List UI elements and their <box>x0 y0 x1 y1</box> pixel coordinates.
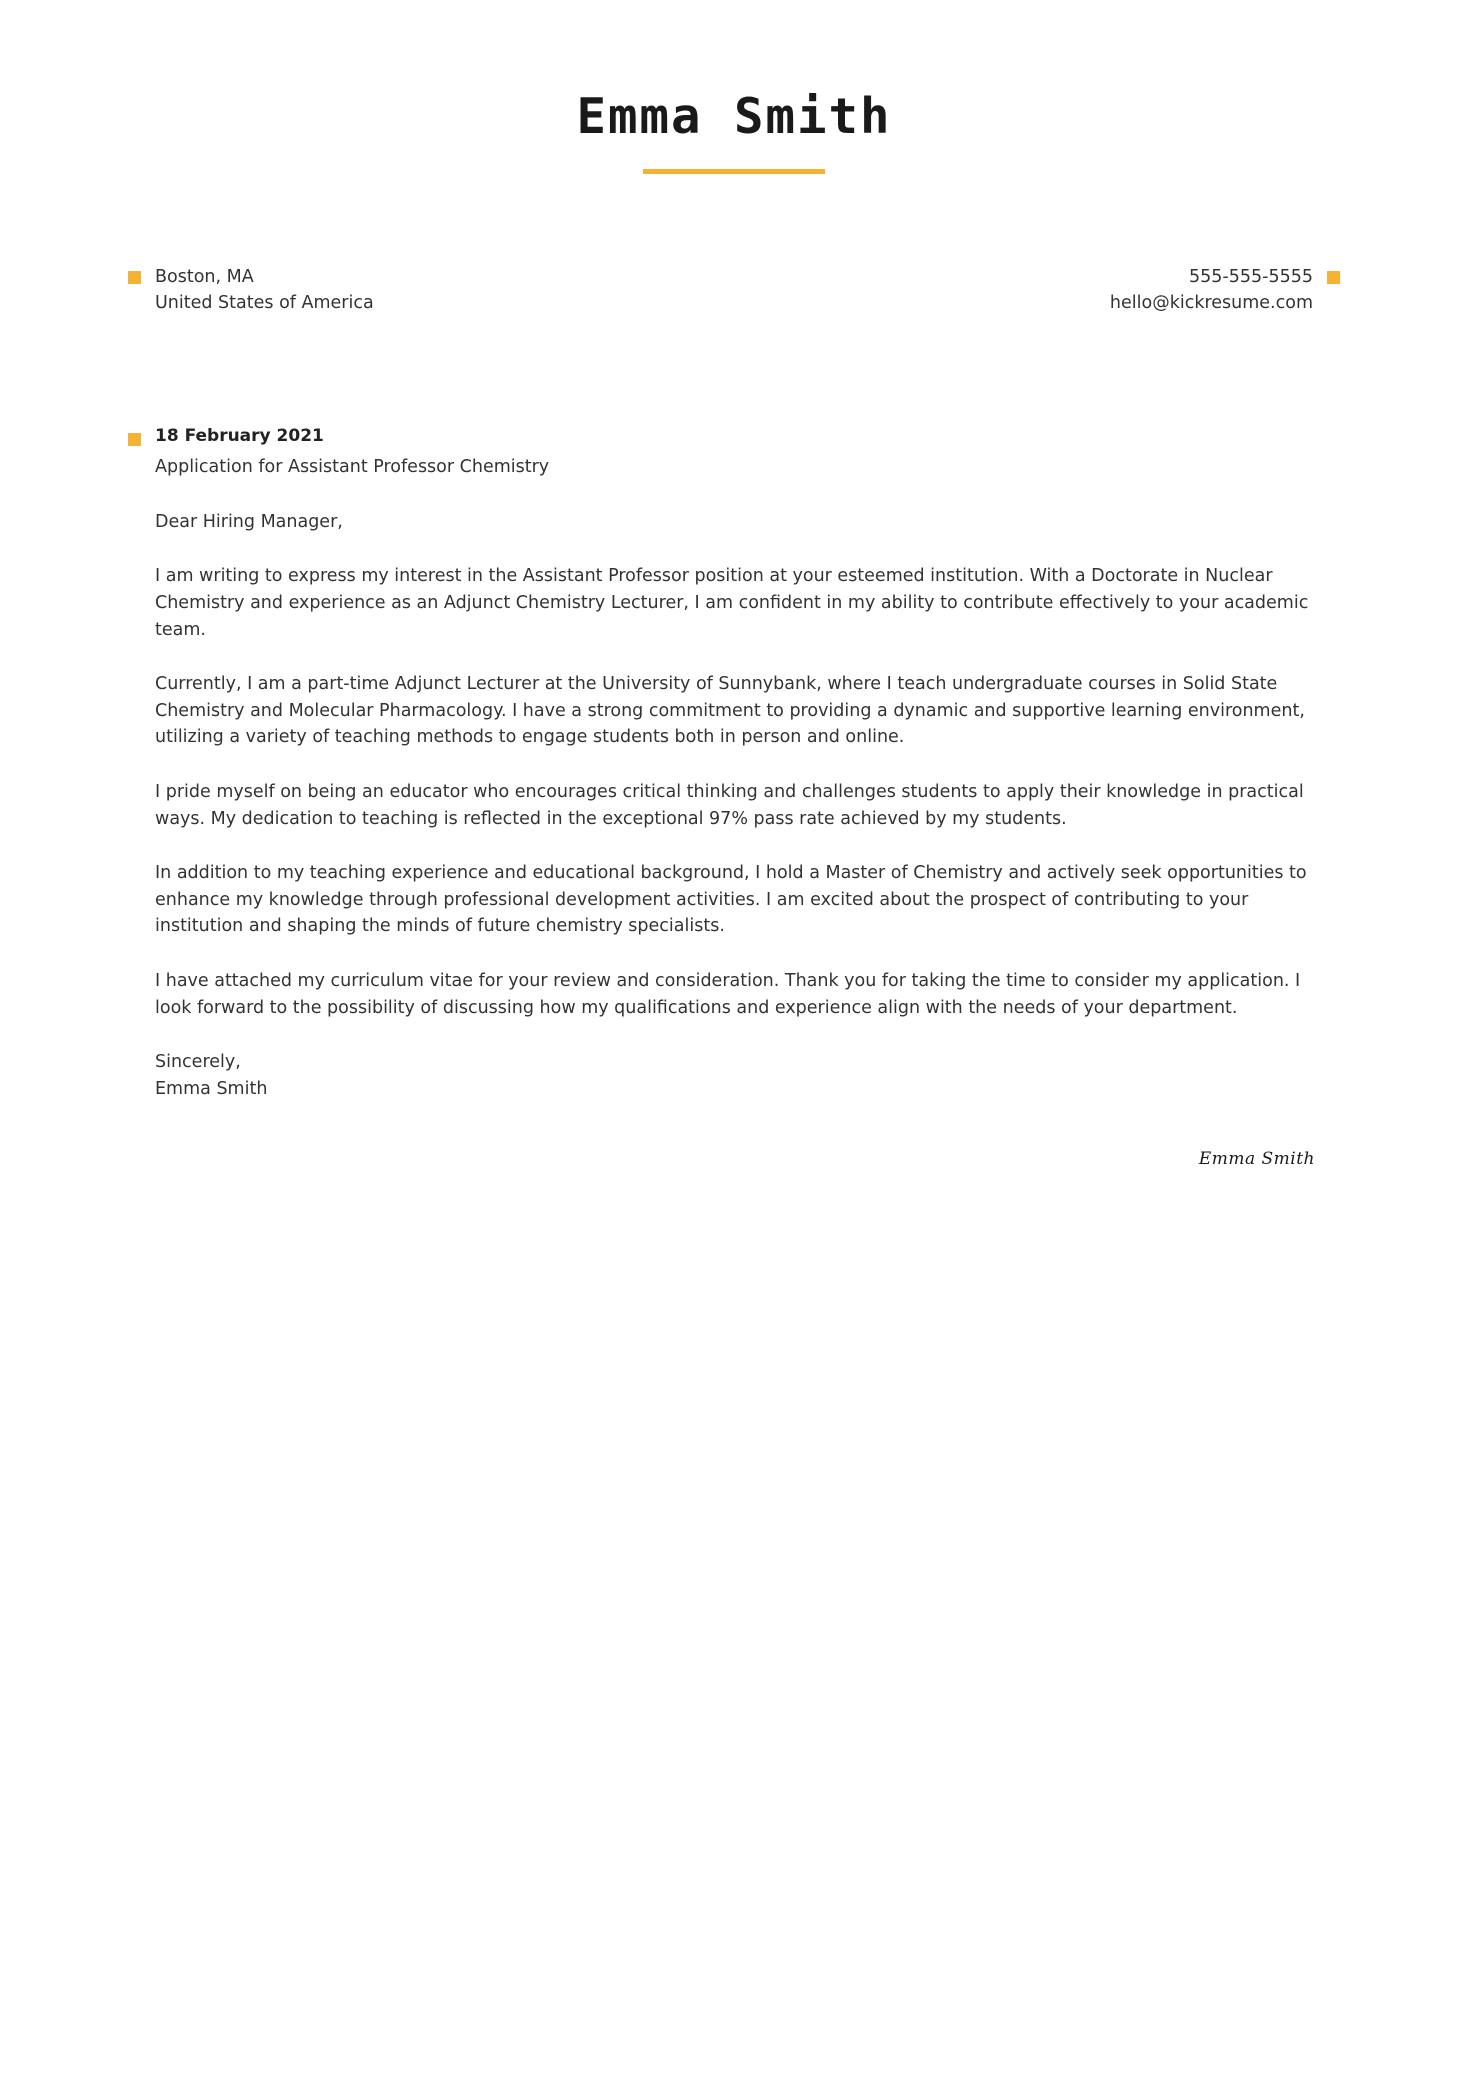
letter-paragraph: I have attached my curriculum vitae for your review and consideration. Thank you for taking the time to consider my application. I look forward to the possibility of discussing how my qualifications and experience align with the needs of your department. <box>155 970 1301 1018</box>
letter-body <box>155 424 1315 1173</box>
contact-block <box>0 264 1468 317</box>
contact-city: Boston, MA <box>155 266 254 287</box>
page-title: Emma Smith <box>576 88 892 145</box>
contact-detail-lines <box>1110 264 1313 317</box>
letter-paragraph: I am writing to express my interest in the Assistant Professor position at your esteemed institution. With a Doctorate in Nuclear Chemistry and experience as an Adjunct Chemistry Lecturer, I am confident in my ability to contribute effectively to your academic team. <box>155 566 1309 640</box>
letter-salutation: Dear Hiring Manager, <box>155 511 343 532</box>
letter-closing-name: Emma Smith <box>155 1078 268 1099</box>
square-bullet-icon <box>1327 271 1340 284</box>
letter-paragraph: In addition to my teaching experience and educational background, I hold a Master of Chemistry and actively seek opportunities to enhance my knowledge through professional development activities. I am excited about the prospect of contributing to your institution and shaping the minds of future chemistry specialists. <box>155 863 1307 937</box>
letter-section <box>0 424 1468 1173</box>
square-bullet-icon <box>128 271 141 284</box>
contact-details <box>1110 264 1340 317</box>
document-header <box>0 0 1468 174</box>
title-underline-rule <box>643 169 825 174</box>
contact-phone: 555-555-5555 <box>1189 266 1313 287</box>
letter-subject: Application for Assistant Professor Chemistry <box>155 457 550 478</box>
contact-country: United States of America <box>155 293 374 314</box>
letter-closing: Sincerely, <box>155 1052 241 1073</box>
address-lines <box>155 264 374 317</box>
square-bullet-icon <box>128 433 141 446</box>
letter-date: 18 February 2021 <box>155 426 324 447</box>
signature: Emma Smith <box>1198 1149 1315 1170</box>
letter-paragraph: Currently, I am a part-time Adjunct Lecturer at the University of Sunnybank, where I teach undergraduate courses in Solid State Chemistry and Molecular Pharmacology. I have a strong commitment to providing a dynamic and supportive learning environment, utilizing a variety of teaching methods to engage students both in person and online. <box>155 674 1305 748</box>
contact-email[interactable]: hello@kickresume.com <box>1109 293 1313 314</box>
letter-paragraph: I pride myself on being an educator who encourages critical thinking and challenges students to apply their knowledge in practical ways. My dedication to teaching is reflected in the exceptional 97% pass rate achieved by my students. <box>155 781 1304 829</box>
contact-address <box>128 264 374 317</box>
